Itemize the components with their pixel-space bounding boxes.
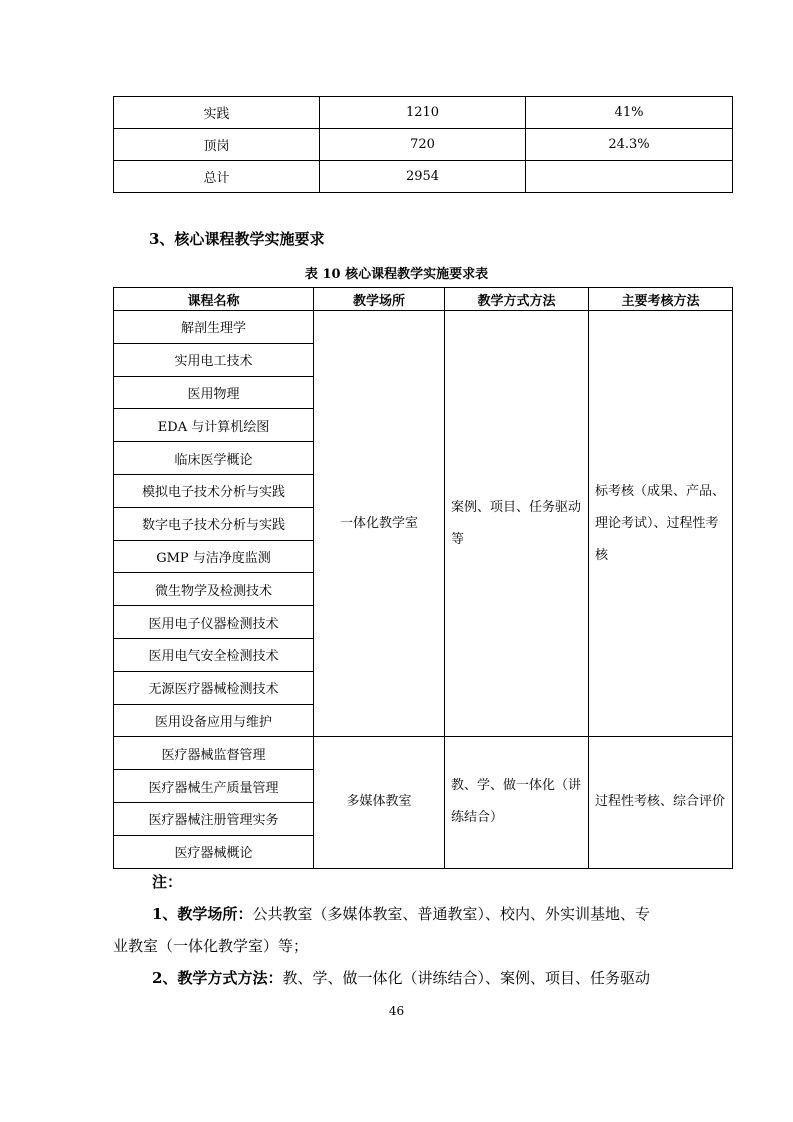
- percent-cell: [526, 161, 733, 193]
- table-row: [114, 97, 733, 129]
- course-name-cell: 模拟电子技术分析与实践: [114, 474, 314, 507]
- note-2: [152, 967, 650, 988]
- note-2-label: 2、教学方式方法：: [152, 969, 283, 987]
- table-row: [114, 737, 733, 770]
- table-row: [114, 129, 733, 161]
- note-1-continuation: 业教室（一体化教学室）等；: [113, 937, 309, 955]
- table-caption: 表 10 核心课程教学实施要求表: [304, 267, 489, 282]
- course-name-cell: 医疗器械监督管理: [114, 737, 314, 770]
- course-name-cell: EDA 与计算机绘图: [114, 409, 314, 442]
- table-row: [114, 161, 733, 193]
- header-teaching-method: 教学方式方法: [445, 288, 589, 311]
- course-name-cell: 医疗器械注册管理实务: [114, 802, 314, 835]
- hours-cell: 720: [320, 129, 526, 161]
- course-name-cell: 实用电工技术: [114, 343, 314, 376]
- course-name-cell: 临床医学概论: [114, 442, 314, 475]
- course-name-cell: 医疗器械生产质量管理: [114, 770, 314, 803]
- table-row: [114, 311, 733, 344]
- course-name-cell: 无源医疗器械检测技术: [114, 671, 314, 704]
- note-1: [152, 903, 650, 924]
- teaching-method-cell: 教、学、做一体化（讲练结合）: [445, 737, 589, 868]
- page-number: 46: [388, 1004, 405, 1018]
- note-1-text: 公共教室（多媒体教室、普通教室）、校内、外实训基地、专: [252, 905, 650, 923]
- assessment-cell: 标考核（成果、产品、理论考试）、过程性考核: [589, 311, 733, 737]
- teaching-place-cell: 多媒体教室: [314, 737, 445, 868]
- core-course-table: [113, 287, 733, 869]
- course-name-cell: GMP 与洁净度监测: [114, 540, 314, 573]
- hours-cell: 1210: [320, 97, 526, 129]
- teaching-place-cell: 一体化教学室: [314, 311, 445, 737]
- course-name-cell: 数字电子技术分析与实践: [114, 507, 314, 540]
- assessment-cell: 过程性考核、综合评价: [589, 737, 733, 868]
- percent-cell: 41%: [526, 97, 733, 129]
- hours-summary-table: [113, 96, 733, 193]
- course-name-cell: 医用设备应用与维护: [114, 704, 314, 737]
- hours-cell: 2954: [320, 161, 526, 193]
- row-label-cell: 顶岗: [114, 129, 320, 161]
- header-course-name: 课程名称: [114, 288, 314, 311]
- percent-cell: 24.3%: [526, 129, 733, 161]
- course-name-cell: 医用电气安全检测技术: [114, 638, 314, 671]
- section-heading: 3、核心课程教学实施要求: [149, 230, 325, 248]
- row-label-cell: 总计: [114, 161, 320, 193]
- course-name-cell: 微生物学及检测技术: [114, 573, 314, 606]
- header-assessment: 主要考核方法: [589, 288, 733, 311]
- course-name-cell: 医疗器械概论: [114, 835, 314, 868]
- course-name-cell: 医用电子仪器检测技术: [114, 606, 314, 639]
- note-2-text: 教、学、做一体化（讲练结合）、案例、项目、任务驱动: [282, 969, 650, 987]
- course-name-cell: 解剖生理学: [114, 311, 314, 344]
- course-name-cell: 医用物理: [114, 376, 314, 409]
- table-header-row: [114, 288, 733, 311]
- note-1-label: 1、教学场所：: [152, 905, 253, 923]
- row-label-cell: 实践: [114, 97, 320, 129]
- header-teaching-place: 教学场所: [314, 288, 445, 311]
- notes-label: 注：: [152, 873, 183, 891]
- teaching-method-cell: 案例、项目、任务驱动等: [445, 311, 589, 737]
